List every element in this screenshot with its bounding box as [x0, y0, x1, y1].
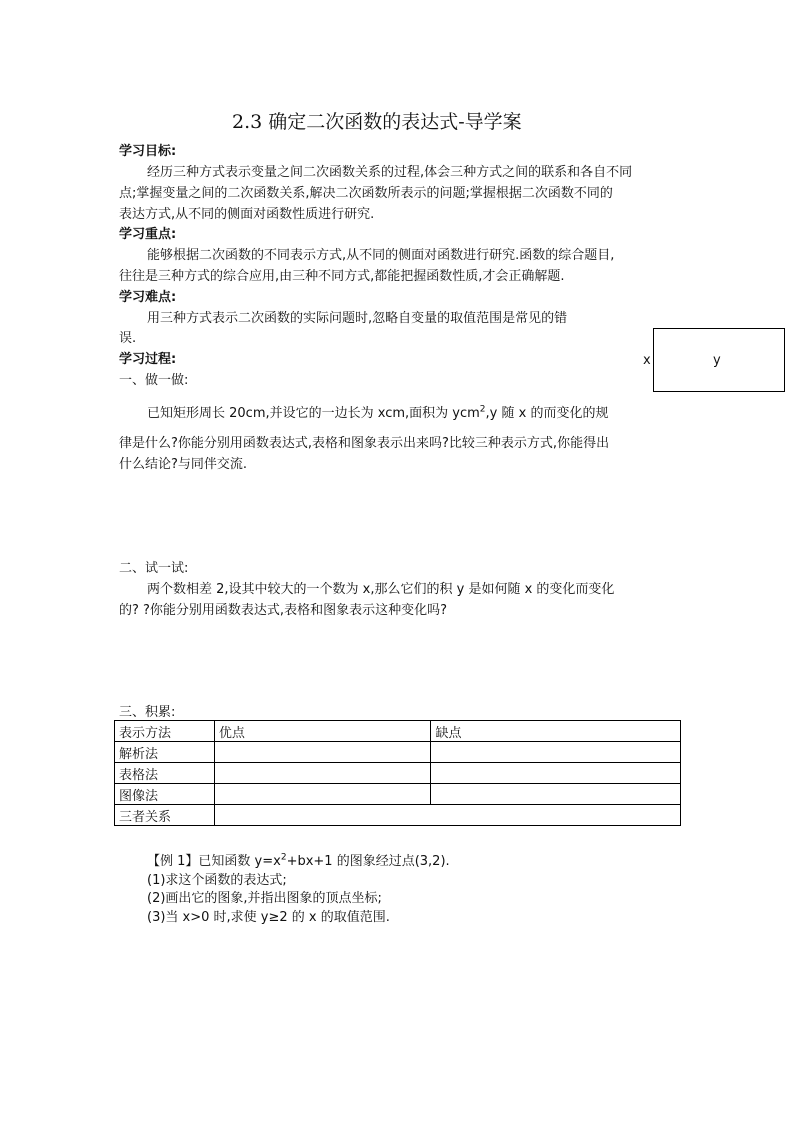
- difficulties-line: 用三种方式表示二次函数的实际问题时,忽略自变量的取值范围是常见的错: [147, 311, 568, 326]
- table-row: [115, 784, 681, 805]
- table-cell: [431, 742, 681, 763]
- table-cell: [214, 763, 431, 784]
- section2-line: 两个数相差 2,设其中较大的一个数为 x,那么它们的积 y 是如何随 x 的变化而变化: [147, 582, 615, 597]
- section2-line: 的? ?你能分别用函数表达式,表格和图象表示这种变化吗?: [119, 603, 447, 618]
- difficulties-heading: 学习难点:: [119, 290, 177, 305]
- section1-line-text: 已知矩形周长 20cm,并设它的一边长为 xcm,面积为 ycm: [147, 406, 480, 421]
- table-cell: [214, 742, 431, 763]
- table-row: [115, 763, 681, 784]
- example-item: (2)画出它的图象,并指出图象的顶点坐标;: [147, 891, 382, 906]
- table-row-label: 三者关系: [115, 805, 215, 826]
- superscript: 2: [479, 404, 486, 415]
- section1-line: 律是什么?你能分别用函数表达式,表格和图象表示出来吗?比较三种表示方式,你能得出: [119, 436, 610, 451]
- table-cell: [214, 784, 431, 805]
- objectives-heading: 学习目标:: [119, 144, 177, 159]
- process-heading: 学习过程:: [119, 352, 177, 367]
- table-row-label: 表格法: [115, 763, 215, 784]
- key-points-heading: 学习重点:: [119, 227, 177, 242]
- key-points-line: 往往是三种方式的综合应用,由三种不同方式,都能把握函数性质,才会正确解题.: [119, 269, 565, 284]
- table-row-label: 图像法: [115, 784, 215, 805]
- table-cell: [431, 763, 681, 784]
- difficulties-line: 误.: [119, 331, 137, 346]
- objectives-line: 经历三种方式表示变量之间二次函数关系的过程,体会三种方式之间的联系和各自不同: [147, 165, 633, 180]
- y-label: y: [713, 353, 721, 368]
- accumulation-table: [114, 720, 681, 826]
- example-text: 【例 1】已知函数 y=x: [147, 854, 281, 869]
- example-item: (1)求这个函数的表达式;: [147, 873, 287, 888]
- objectives-line: 表达方式,从不同的侧面对函数性质进行研究.: [119, 207, 375, 222]
- objectives-line: 点;掌握变量之间的二次函数关系,解决二次函数所表示的问题;掌握根据二次函数不同的: [119, 186, 613, 201]
- example-line: [147, 850, 450, 869]
- table-header-row: [115, 721, 681, 742]
- section1-heading: 一、做一做:: [119, 373, 189, 388]
- table-row: [115, 742, 681, 763]
- example-item: (3)当 x>0 时,求使 y≥2 的 x 的取值范围.: [147, 910, 390, 925]
- table-row: [115, 805, 681, 826]
- section2-heading: 二、试一试:: [119, 561, 189, 576]
- key-points-line: 能够根据二次函数的不同表示方式,从不同的侧面对函数进行研究.函数的综合题目,: [147, 248, 615, 263]
- section1-line: 什么结论?与同伴交流.: [119, 457, 248, 472]
- table-row-label: 解析法: [115, 742, 215, 763]
- section1-line: [147, 402, 608, 421]
- superscript: 2: [280, 852, 287, 863]
- example-text: +bx+1 的图象经过点(3,2).: [286, 854, 450, 869]
- table-header-cell: 表示方法: [115, 721, 215, 742]
- table-header-cell: 优点: [214, 721, 431, 742]
- section3-heading: 三、积累:: [119, 705, 176, 720]
- table-header-cell: 缺点: [431, 721, 681, 742]
- page-title: 2.3 确定二次函数的表达式-导学案: [232, 111, 522, 133]
- table-cell: [431, 784, 681, 805]
- x-label: x: [643, 353, 651, 368]
- section1-line-text: ,y 随 x 的而变化的规: [485, 406, 609, 421]
- table-cell: [214, 805, 680, 826]
